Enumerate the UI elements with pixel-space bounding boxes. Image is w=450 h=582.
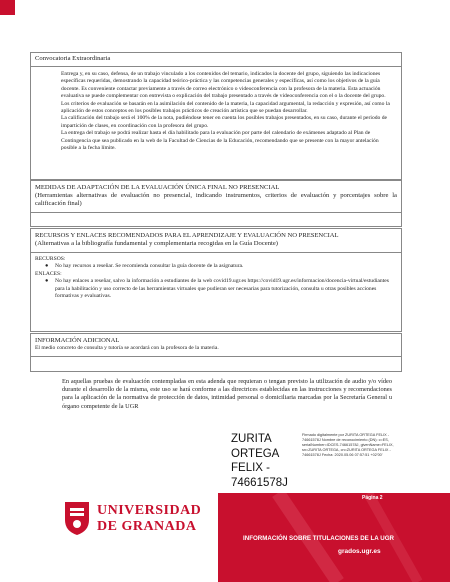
info-banner-title: INFORMACIÓN SOBRE TITULACIONES DE LA UGR (243, 535, 395, 542)
info-empty-cell (31, 357, 401, 371)
convocatoria-title: Convocatoria Extraordinaria (31, 53, 401, 67)
bullet-icon: ● (45, 278, 49, 285)
page-number: Página 2 (362, 495, 383, 501)
enlaces-label: ENLACES: (35, 270, 62, 277)
signature-name: ZURITA ORTEGA FELIX - 74661578J (231, 433, 288, 489)
recursos-header (31, 229, 401, 253)
convocatoria-paragraph: Los criterios de evaluación se basarán en la asimilación del contenido de la materia, la capacidad argumental, la redacción y expresión, así como la aplicación de estos conceptos en los posibles trabajos prácticos de creación artística que se puedan desarrollar. (61, 100, 390, 115)
digital-signature (231, 432, 394, 490)
medidas-empty-cell (31, 213, 401, 226)
list-item (35, 278, 397, 300)
convocatoria-paragraph: La calificación del trabajo será el 100% de la nota, pudiéndose tener en cuenta los posibles trabajos presentados, en su caso, durante el periodo de impartición de clases, en coordinación con la profesora del grupo. (61, 115, 388, 129)
convocatoria-paragraph: Entrega y, en su caso, defensa, de un trabajo vinculado a los contenidos del temario, indicados la docente del grupo, siguiendo las indicaciones específicas requeridas, demostrando la capacidad teórico-práctica y las competencias generales y específicas, así como los objetivos de la guía docente. Es conveniente contactar previamente a través de correo electrónico o videoconferencia con la profesora de la materia. Esta actuación evaluativa se puede complementar con entrevista o explicación del trabajo presentado a través de videoconferencia con el o la docente del grupo. (61, 71, 386, 100)
convocatoria-paragraph: La entrega del trabajo se podrá realizar hasta el día habilitado para la evaluación por parte del calendario de exámenes adaptado al Plan de Contingencia que sea publicado en la web de la Facultad de Ciencias de la Educación, recomendando que se presente con la mayor antelación posible a la fecha límite. (61, 130, 379, 152)
info-text: El medio concreto de consulta y tutoría se acordará con la profesora de la materia. (35, 345, 219, 351)
university-seal-icon (62, 500, 92, 536)
bullet-icon: ● (45, 263, 49, 270)
recursos-item: No hay recursos a reseñar. Se recomienda consultar la guía docente de la asignatura. (55, 263, 244, 270)
medidas-subtitle: (Herramientas alternativas de evaluación no presencial, indicando instrumentos, criterios de evaluación y porcentajes sobre la calificación final) (35, 192, 397, 207)
signature-details: Firmado digitalmente por ZURITA ORTEGA FELIX - 74661578J Nombre de reconocimiento (DN): c=ES, serialNumber=IDCES-74661578J, givenName=FELIX, sn=ZURITA ORTEGA, cn=ZURITA ORTEGA FELIX - 74661578J Fecha: 2020.05.06 07:57:51 +02'00' (302, 433, 394, 457)
medidas-title: MEDIDAS DE ADAPTACIÓN DE LA EVALUACIÓN ÚNICA FINAL NO PRESENCIAL (35, 184, 280, 191)
university-name-line2: DE GRANADA (97, 519, 197, 534)
corner-accent (0, 0, 15, 15)
medidas-header (31, 181, 401, 213)
info-table (30, 333, 402, 372)
recursos-label: RECURSOS: (35, 256, 66, 262)
convocatoria-body (31, 67, 401, 179)
info-cell (31, 334, 401, 357)
list-item (35, 263, 397, 270)
data-protection-note: En aquellas pruebas de evaluación contempladas en esta adenda que requieran o tengan previsto la utilización de audio y/o vídeo durante el desarrollo de la misma, este uso se hará conforme a las directrices establecidas en las instrucciones y recomendaciones para la aplicación de la normativa de protección de datos, intimidad personal o domiciliaria marcadas por la Secretaría General u órgano competente de la UGR (62, 378, 392, 410)
recursos-body (31, 253, 401, 331)
enlaces-item: No hay enlaces a reseñar, salvo la información a estudiantes de la web covid19.ugr.es https://covid19.ugr.es/informacion/docencia-virtual/estudiantes para la habilitación y uso correcto de las herramientas virtuales que pudieran ser necesarias para tutorización, consulta u otras posibles acciones formativas y evaluativas. (55, 278, 389, 300)
convocatoria-table (30, 52, 402, 180)
grados-link[interactable]: grados.ugr.es (338, 548, 381, 555)
medidas-table (30, 180, 402, 227)
university-name-line1: UNIVERSIDAD (97, 503, 202, 518)
recursos-title: RECURSOS Y ENLACES RECOMENDADOS PARA EL APRENDIZAJE Y EVALUACIÓN NO PRESENCIAL (35, 232, 339, 239)
info-title: INFORMACIÓN ADICIONAL (35, 337, 120, 344)
recursos-subtitle: (Alternativas a la bibliografía fundamental y complementaria recogidas en la Guía Docente) (35, 240, 278, 247)
recursos-table (30, 228, 402, 332)
